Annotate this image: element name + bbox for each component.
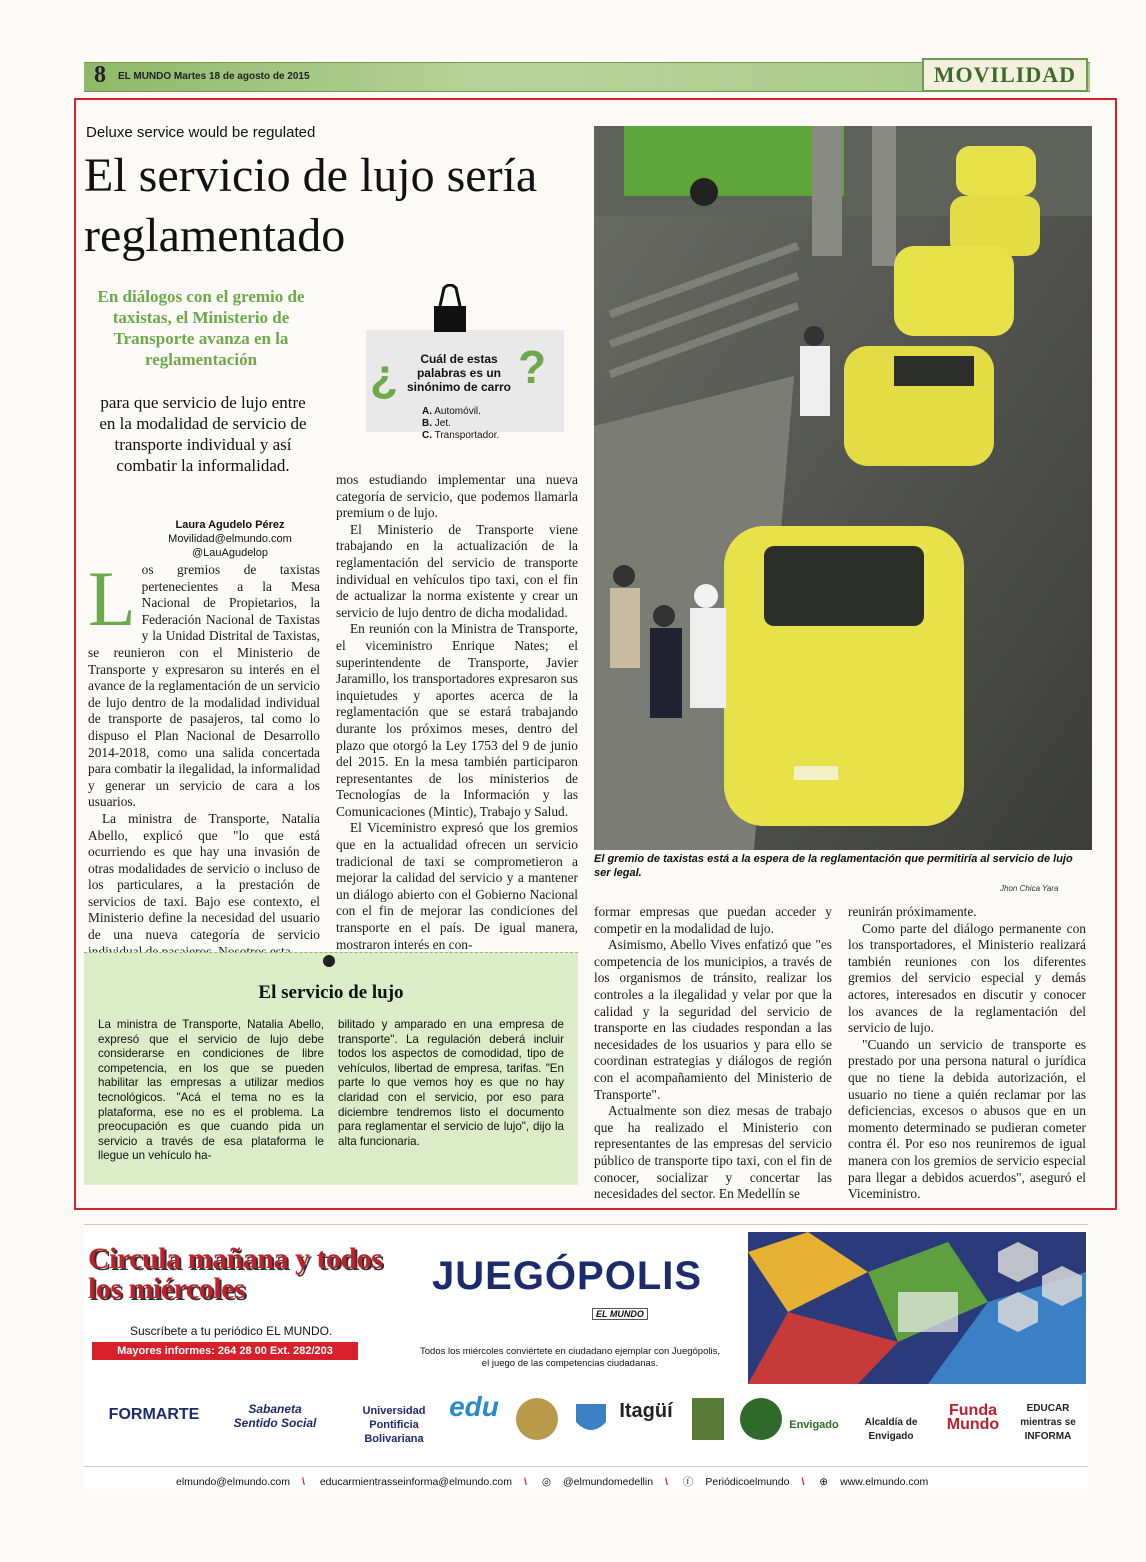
footer-website[interactable]: www.elmundo.com bbox=[840, 1476, 929, 1488]
sponsor-logo: Sabaneta Sentido Social bbox=[233, 1402, 317, 1430]
crest-icon bbox=[688, 1396, 728, 1442]
paragraph: Como parte del diálogo permanente con los transportadores, el Ministerio realizará también reuniones con los diferentes gremios del servicio especial y demás actores, interesados en discutir y conocer los avances de la reglamentación del servicio de lujo. bbox=[848, 920, 1086, 1036]
dropcap: L bbox=[88, 555, 136, 642]
sponsor-logo: edu bbox=[449, 1391, 499, 1422]
sponsor-logo: Alcaldía de Envigado bbox=[864, 1417, 918, 1442]
subhead-continued: para que servicio de lujo entre en la modalidad de servicio de transporte individual y así combatir la informalidad. bbox=[99, 393, 307, 475]
photo-credit: Jhon Chica Yara bbox=[1000, 884, 1059, 893]
footer-email[interactable]: elmundo@elmundo.com bbox=[176, 1476, 290, 1488]
subhead-highlight: En diálogos con el gremio de taxistas, el Ministerio de Transporte avanza en la reglamentación bbox=[97, 287, 305, 369]
question-mark-icon: ¿ bbox=[370, 349, 399, 401]
web-icon: ⊕ bbox=[819, 1476, 829, 1488]
sponsor-strip bbox=[84, 1391, 1088, 1446]
paragraph: reunirán próximamente. bbox=[848, 904, 977, 919]
footer-email[interactable]: educarmientrasseinforma@elmundo.com bbox=[319, 1476, 512, 1488]
juegopolis-logo: JUEGÓPOLIS bbox=[432, 1254, 703, 1298]
paragraph: mos estudiando implementar una nueva categoría de servicio, que podemos llamarla premium o de lujo. bbox=[336, 472, 578, 521]
page-number: 8 bbox=[94, 62, 106, 88]
sidebar-title: El servicio de lujo bbox=[258, 982, 404, 1003]
article-column-1 bbox=[88, 555, 321, 960]
article-kicker: Deluxe service would be regulated bbox=[86, 124, 316, 141]
author-name: Laura Agudelo Pérez bbox=[175, 519, 285, 531]
article-column-3 bbox=[594, 904, 832, 1203]
sponsor-logo: FORMARTE bbox=[108, 1406, 200, 1423]
paragraph: La ministra de Transporte, Natalia Abello, explicó que "lo que está ocurriendo es que hay una invasión de otras modalidades de servicio o incluso de los particulares, a la prestación de servicios de taxi. Bajo ese contexto, el Ministerio define la necesidad del usuario de una nueva categoría de servicio bbox=[88, 810, 320, 943]
sidebar-column-1: La ministra de Transporte, Natalia Abello, expresó que el servicio de lujo debe considerarse en condiciones de libre competencia, en los que se pueden habilitar las empresas a utilizar medios tecnológicos. "Acá el tema no es la plataforma, ese no es el problema. La preocupación es que cuando pida un servicio a través de esa plataforma le llegue un vehículo ha- bbox=[98, 1018, 324, 1163]
paragraph: "Cuando un servicio de transporte es prestado por una persona natural o jurídica que no tiene la debida autorización, el usuario no tiene a quién reclamar por las deficiencias, excesos o abusos que en un momento determinado se pudieran cometer contra él. Por eso nos reuniremos de igual manera con los gremios de servicio especial para llegar a debidos acuerdos", aseguró el Viceministro. bbox=[848, 1036, 1086, 1202]
article-column-4 bbox=[848, 904, 1086, 1203]
elmundo-logo: EL MUNDO bbox=[592, 1308, 648, 1320]
shield-icon bbox=[574, 1402, 608, 1438]
photo-caption: El gremio de taxistas está a la espera de la reglamentación que permitiría al servicio de lujo ser legal. bbox=[594, 853, 1073, 879]
binder-clip-icon bbox=[432, 284, 468, 336]
ad-title: Circula mañana y todos los miércoles bbox=[88, 1242, 383, 1305]
paragraph: formar empresas que puedan acceder y competir en la modalidad de lujo. bbox=[594, 904, 832, 936]
ad-description: Todos los miércoles conviértete en ciudadano ejemplar con Juegópolis, el juego de las competencias ciudadanas. bbox=[420, 1346, 720, 1369]
ad-contact: Mayores informes: 264 28 00 Ext. 282/203 bbox=[92, 1342, 358, 1360]
seal-icon bbox=[738, 1396, 784, 1442]
taxi-photo bbox=[594, 126, 1092, 850]
facebook-icon: ⓕ bbox=[682, 1476, 694, 1488]
paragraph: os gremios de taxistas pertenecientes a la Mesa Nacional de Propietarios, la Federación Nacional de Taxistas y la Unidad Distrital de Taxistas, se reunieron con el Ministerio de Transporte y expresaron su interés en el avance de la reglamentación de un servicio de lujo dentro de la modalidad individual de transporte de pasajeros, tal como lo dispuso el Plan Nacional de Desarrollo 2014-2018, como una salida concertada para combatir la ilegalidad, la informalidad y generar un servicio de cara a los usuarios. bbox=[88, 562, 321, 810]
publication-date: EL MUNDO Martes 18 de agosto de 2015 bbox=[118, 71, 310, 82]
paragraph: El Viceministro expresó que los gremios que en la actualidad ofrecen un servicio tradicional de taxi se comprometieron a mejorar la calidad del servicio y a mantener un diálogo abierto con el Gobierno Nacional con el fin de mejorar las condiciones del transporte en el país. De igual manera, mostraron interés en con- bbox=[336, 820, 578, 952]
quiz-options bbox=[422, 406, 499, 442]
paragraph: Actualmente son diez mesas de trabajo que ha realizado el Ministerio con representantes de las empresas del servicio público de transporte tipo taxi, con el fin de conocer, socializar y concertar las necesidades del sector. En Medellín se bbox=[594, 1103, 832, 1202]
footer-twitter[interactable]: @elmundomedellin bbox=[563, 1476, 654, 1488]
ad-subscribe: Suscríbete a tu periódico EL MUNDO. bbox=[130, 1324, 333, 1338]
paragraph: Asimismo, Abello Vives enfatizó que "es competencia de los municipios, a través de los organismos de tránsito, realizar los controles a la ilegalidad y velar por que la calidad y la seguridad del servicio de transporte en las ciudades respondan a las necesidades de los usuarios y para ello se coordinan estrategias y diálogos de región con el acompañamiento del Ministerio de Transporte". bbox=[594, 937, 832, 1102]
author-handle[interactable]: @LauAgudelop bbox=[191, 547, 268, 559]
section-name: MOVILIDAD bbox=[922, 58, 1088, 92]
footer-divider bbox=[84, 1466, 1088, 1467]
question-mark-icon: ? bbox=[518, 341, 547, 393]
sponsor-logo: EDUCAR mientras se INFORMA bbox=[1020, 1403, 1076, 1442]
article-headline: El servicio de lujo sería reglamentado bbox=[84, 149, 538, 262]
quiz-option: B. Jet. bbox=[422, 418, 451, 429]
paragraph: En reunión con la Ministra de Transporte, el viceministro Enrique Nates; el superintendente de Transporte, Javier Jaramillo, los transportadores expresaron sus inquietudes y aportes acerca de la reglamentación que se estará trabajando durante los próximos meses, dentro del plazo que otorgó la Ley 1753 del 9 de junio del 2015. En la mesa también participaron representantes de los ministerios de Tecnologías de la Información y las Comunicaciones (Mintic), Trabajo y Salud. bbox=[336, 621, 578, 819]
byline bbox=[130, 518, 330, 560]
twitter-icon: ◎ bbox=[541, 1476, 551, 1488]
taxi-photo-illustration bbox=[594, 126, 1092, 850]
paragraph: El Ministerio de Transporte viene trabajando en la actualización de la reglamentación del servicio de transporte individual en vehículos tipo taxi, con el fin de actualizar la norma existente y crear un servicio de lujo dentro de dicha modalidad. bbox=[336, 521, 578, 620]
quiz-option: C. Transportador. bbox=[422, 430, 500, 441]
footer-facebook[interactable]: Periódicoelmundo bbox=[705, 1476, 790, 1488]
sponsor-logo: Universidad Pontificia Bolivariana bbox=[362, 1405, 426, 1445]
author-email[interactable]: Movilidad@elmundo.com bbox=[168, 533, 292, 545]
pin-icon bbox=[322, 954, 336, 968]
sponsor-logo: Envigado bbox=[789, 1419, 839, 1431]
sponsor-logo: Itagüí bbox=[619, 1400, 673, 1422]
board-game-illustration bbox=[748, 1232, 1086, 1384]
quiz-question: Cuál de estas palabras es un sinónimo de carro bbox=[406, 352, 512, 394]
sidebar-column-2: bilitado y amparado en una empresa de transporte". La regulación deberá incluir todos los aspectos de comodidad, tipo de vehículos, libertad de empresa, tarifas. "En parte lo que vemos hoy es que no hay claridad con el servicio, por eso para diciembre tendremos listo el documento para reglamentar el servicio de lujo", dijo la alta funcionaria. bbox=[338, 1018, 564, 1148]
quiz-option: A. Automóvil. bbox=[422, 406, 481, 417]
seal-icon bbox=[514, 1396, 560, 1442]
footer-links: elmundo@elmundo.com \ educarmientrasseinforma@elmundo.com \ ◎ @elmundomedellin \ ⓕ Periódicoelmundo \ ⊕ www.elmundo.com bbox=[176, 1476, 929, 1488]
sponsor-logo: Funda Mundo bbox=[946, 1402, 1000, 1433]
article-column-2 bbox=[336, 472, 578, 953]
